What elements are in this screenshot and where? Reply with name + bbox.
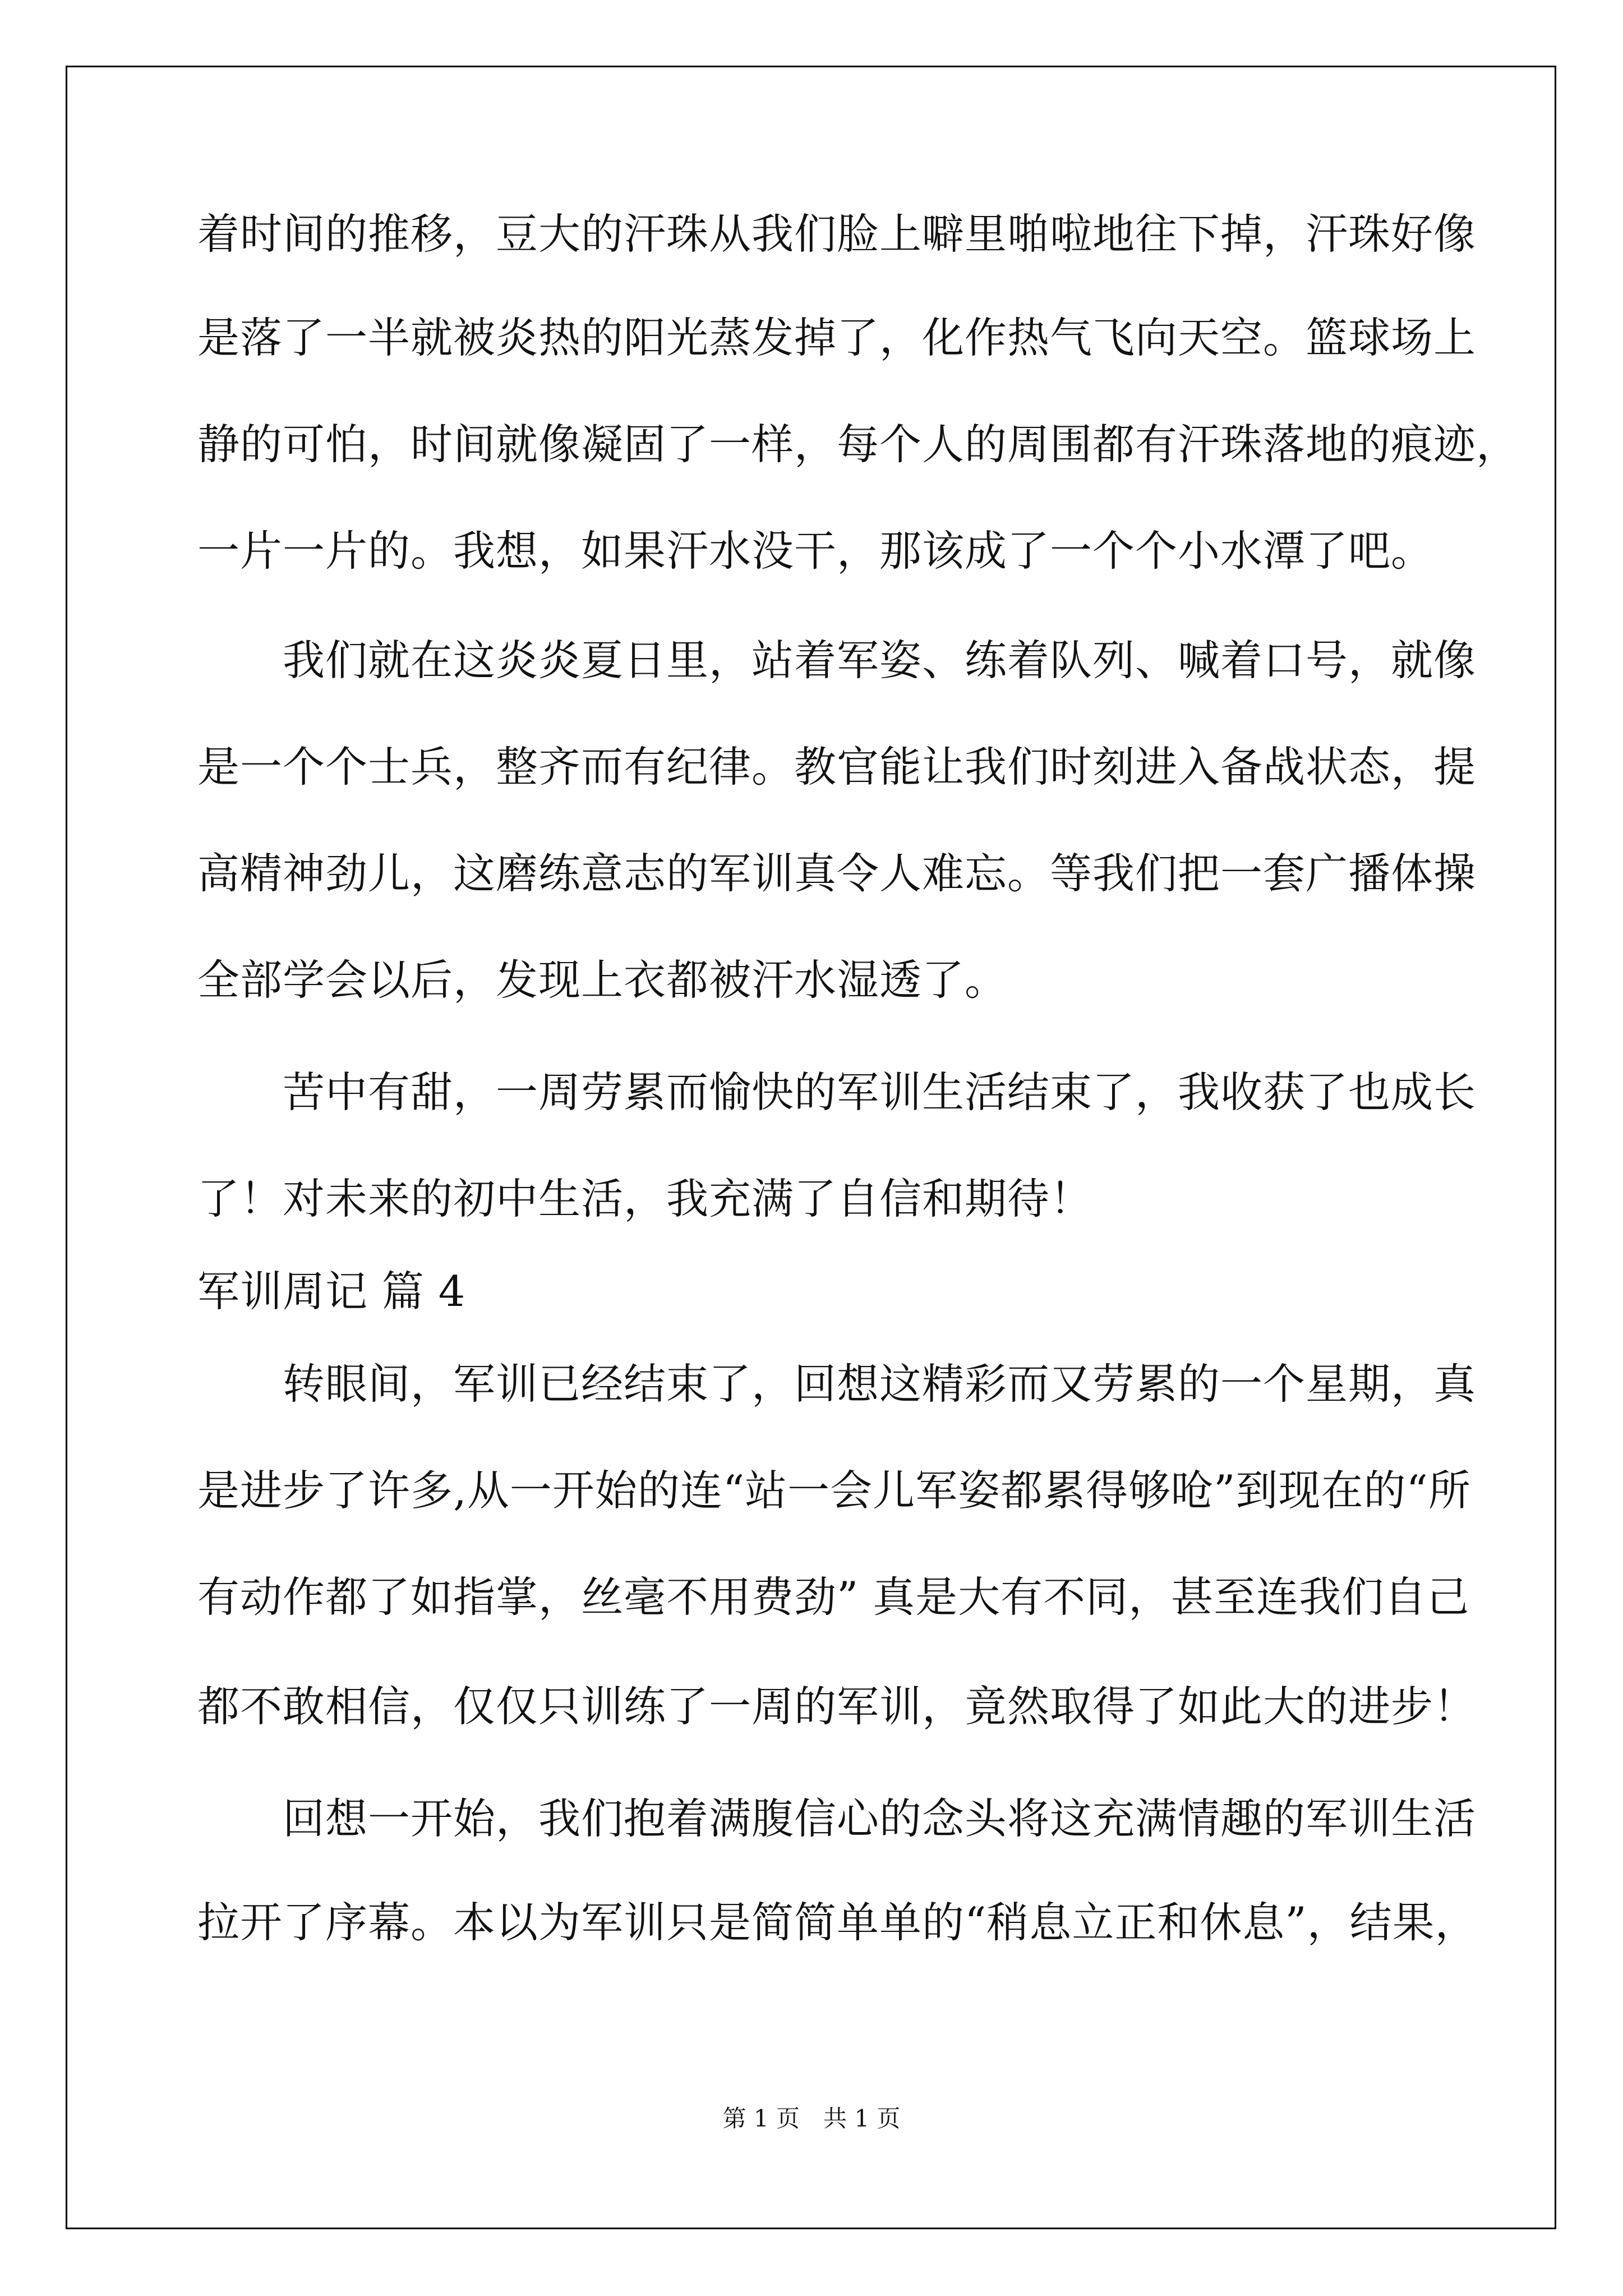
section-heading: 军训周记 篇 4	[197, 1267, 466, 1316]
text-line: 都不敢相信，仅仅只训练了一周的军训，竟然取得了如此大的进步！	[197, 1682, 1477, 1731]
text-line: 是进步了许多,从一开始的连“站一会儿军姿都累得够呛”到现在的“所	[197, 1466, 1471, 1515]
text-line: 有动作都了如指掌，丝毫不用费劲” 真是大有不同，甚至连我们自己	[197, 1572, 1470, 1622]
text-line: 苦中有甜，一周劳累而愉快的军训生活结束了，我收获了也成长	[197, 1068, 1477, 1117]
text-line: 是一个个士兵，整齐而有纪律。教官能让我们时刻进入备战状态，提	[197, 742, 1477, 792]
text-line: 是落了一半就被炎热的阳光蒸发掉了，化作热气飞向天空。篮球场上	[197, 313, 1477, 362]
text-line: 一片一片的。我想，如果汗水没干，那该成了一个个小水潭了吧。	[197, 526, 1434, 576]
text-line: 静的可怕，时间就像凝固了一样，每个人的周围都有汗珠落地的痕迹，	[197, 420, 1519, 469]
text-line: 转眼间，军训已经结束了，回想这精彩而又劳累的一个星期，真	[197, 1359, 1477, 1409]
text-line: 了！对未来的初中生活，我充满了自信和期待！	[197, 1174, 1093, 1223]
page-footer: 第 1 页 共 1 页	[722, 2105, 901, 2132]
text-line: 拉开了序幕。本以为军训只是简简单单的“稍息立正和休息”，结果，	[197, 1898, 1478, 1947]
text-line: 高精神劲儿，这磨练意志的军训真令人难忘。等我们把一套广播体操	[197, 849, 1477, 898]
text-line: 回想一开始，我们抱着满腹信心的念头将这充满情趣的军训生活	[197, 1794, 1477, 1843]
text-line: 着时间的推移，豆大的汗珠从我们脸上噼里啪啦地往下掉，汗珠好像	[197, 209, 1477, 259]
text-line: 全部学会以后，发现上衣都被汗水湿透了。	[197, 955, 1008, 1005]
text-line: 我们就在这炎炎夏日里，站着军姿、练着队列、喊着口号，就像	[197, 636, 1477, 685]
